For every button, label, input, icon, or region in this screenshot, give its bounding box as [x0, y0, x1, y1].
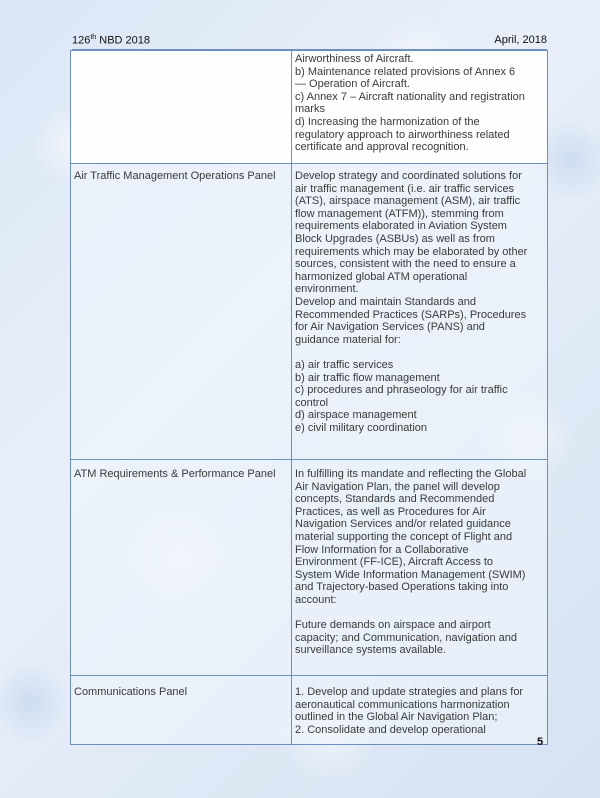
description-line: — Operation of Aircraft. [295, 78, 410, 91]
description-line: air traffic management (i.e. air traffic services [295, 182, 515, 195]
description-line: d) Increasing the harmonization of the [295, 115, 480, 128]
description-line: a) air traffic services [295, 358, 394, 371]
description-line: flow management (ATFM)), stemming from [295, 207, 504, 220]
description-line: guidance material for: [295, 333, 401, 346]
description-line: control [295, 396, 329, 409]
description-line: certificate and approval recognition. [295, 141, 469, 154]
table-row [71, 460, 548, 676]
description-line: Block Upgrades (ASBUs) as well as from [295, 232, 495, 245]
description-line: Recommended Practices (SARPs), Procedures [295, 308, 527, 321]
header-document-title: 126th NBD 2018 [72, 34, 151, 47]
page-header [72, 34, 547, 50]
description-line: Practices, as well as Procedures for Air [295, 505, 486, 518]
description-line: environment. [295, 283, 359, 296]
description-line: 1. Develop and update strategies and plans for [295, 686, 524, 698]
description-line: Flow Information for a Collaborative [295, 543, 469, 556]
description-line: Develop strategy and coordinated solutions for [295, 170, 522, 182]
description-line: b) Maintenance related provisions of Annex 6 [295, 65, 516, 78]
header-date: April, 2018 [494, 34, 547, 46]
description-line: d) airspace management [295, 409, 417, 422]
description-line: concepts, Standards and Recommended [295, 493, 495, 506]
description-line: material supporting the concept of Flight and [295, 530, 513, 543]
blank-line [295, 607, 544, 620]
table-row [71, 676, 548, 745]
description-line: for Air Navigation Services (PANS) and [295, 321, 485, 334]
description-line: Future demands on airspace and airport [295, 619, 491, 632]
description-line: regulatory approach to airworthiness related [295, 128, 510, 141]
panel-description-cell [292, 460, 548, 676]
description-line: Environment (FF-ICE), Aircraft Access to [295, 556, 494, 569]
description-line: and Trajectory-based Operations taking into [295, 581, 509, 594]
description-line: account: [295, 593, 337, 606]
description-line: harmonized global ATM operational [295, 270, 468, 283]
description-line: sources, consistent with the need to ensure a [295, 258, 516, 271]
description-line: e) civil military coordination [295, 421, 428, 434]
description-line: Airworthiness of Aircraft. [295, 53, 414, 65]
panels-table [70, 50, 548, 745]
description-line: requirements elaborated in Aviation System [295, 220, 507, 233]
description-line: aeronautical communications harmonization [295, 698, 510, 711]
description-line: requirements which may be elaborated by other [295, 245, 528, 258]
panel-name-cell: ATM Requirements & Performance Panel [71, 460, 292, 676]
description-line: c) Annex 7 – Aircraft nationality and registration [295, 90, 525, 103]
description-line: Air Navigation Plan, the panel will develop [295, 480, 500, 493]
description-line: Develop and maintain Standards and [295, 295, 477, 308]
description-line: c) procedures and phraseology for air traffic [295, 384, 508, 397]
panel-description-cell [292, 676, 548, 745]
panel-name-cell [71, 51, 292, 164]
description-line: System Wide Information Management (SWIM) [295, 568, 526, 581]
blank-line [295, 346, 544, 359]
page-number: 5 [537, 736, 544, 748]
table-row [71, 164, 548, 460]
description-line: outlined in the Global Air Navigation Plan; [295, 711, 498, 724]
panel-name-cell: Air Traffic Management Operations Panel [71, 164, 292, 460]
panel-description-cell [292, 51, 548, 164]
description-line: In fulfilling its mandate and reflecting the Global [295, 468, 527, 480]
panel-name-cell: Communications Panel [71, 676, 292, 745]
description-line: b) air traffic flow management [295, 371, 440, 384]
table-row [71, 51, 548, 164]
description-line: surveillance systems available. [295, 644, 447, 657]
description-line: marks [295, 103, 325, 116]
panel-description-cell [292, 164, 548, 460]
description-line: 2. Consolidate and develop operational [295, 723, 486, 736]
description-line: (ATS), airspace management (ASM), air traffic [295, 195, 521, 208]
description-line: Navigation Services and/or related guidance [295, 518, 511, 531]
description-line: capacity; and Communication, navigation and [295, 631, 517, 644]
